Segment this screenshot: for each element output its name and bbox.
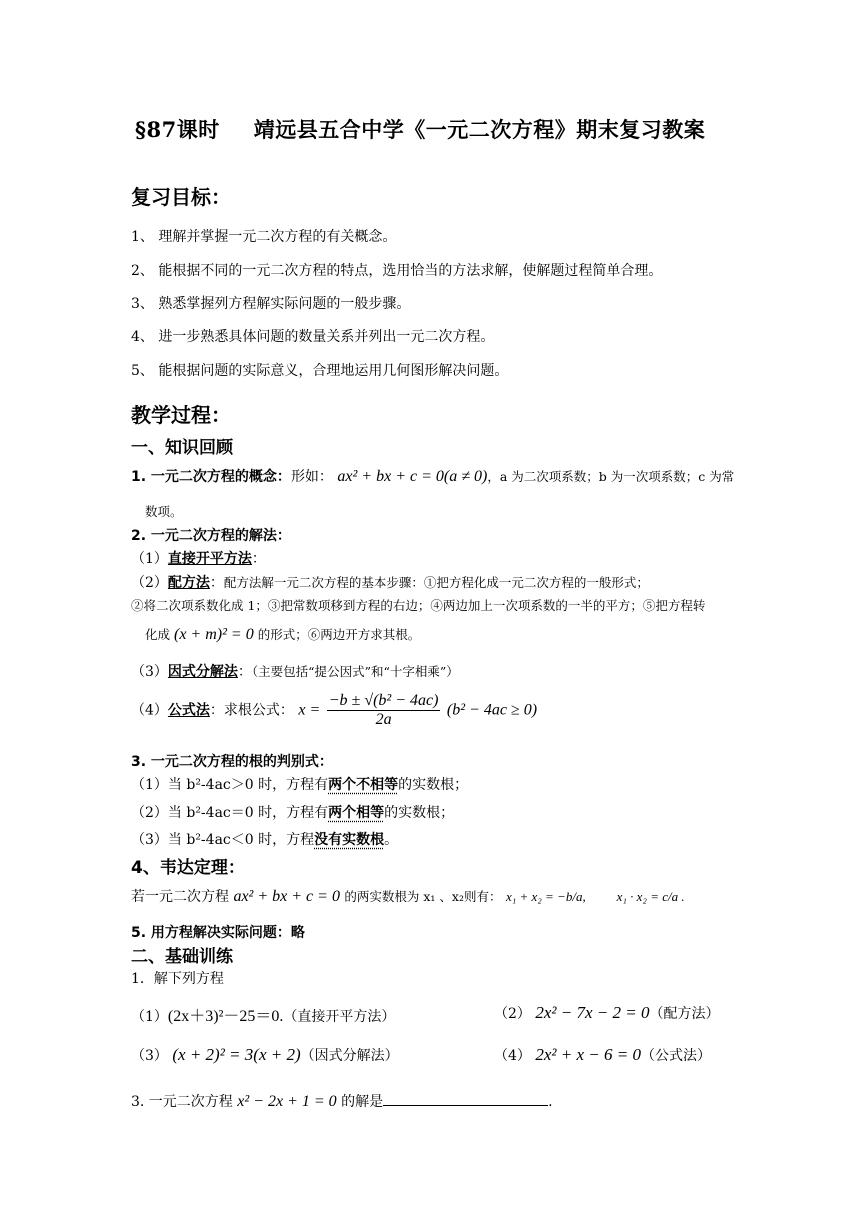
goal-item: 2、 能根据不同的一元二次方程的特点，选用恰当的方法求解，使解题过程简单合理。 [131,263,663,279]
quadratic-formula-fraction [327,692,441,729]
exercise-equation: (2x＋3)²－25＝0. [167,1008,284,1025]
q3-equation: x² − 2x + 1 = 0 [237,1093,337,1110]
text: 的两实数根为 x₁ 、x₂则有： [344,889,502,904]
formula-method-name: 公式法 [167,702,210,719]
exercise-item [131,1003,395,1026]
text: 时，方程 [253,832,315,848]
goal-item: 1、 理解并掌握一元二次方程的有关概念。 [131,229,397,245]
complete-square-line [131,572,649,592]
item-number: （2） [131,575,168,591]
item-number: （2） [494,1006,531,1022]
review-goals-heading: 复习目标： [131,185,231,209]
text: 化成 [145,627,171,642]
factor-method-line [131,661,459,681]
concept-line [131,466,734,486]
vieta-line [131,886,685,906]
item-number: （1） [131,1009,168,1025]
school-title: 靖远县五合中学《一元二次方程》期末复习教案 [253,117,706,142]
case-number: （2）当 [131,805,187,821]
text: 的实数根； [384,805,455,821]
text: 若一元二次方程 [131,889,229,905]
vieta-product: x₁ · x₂ = c/a . [616,889,685,904]
discriminant-case [131,829,398,849]
colon: ： [209,575,224,591]
case-key: 两个相等 [328,805,385,821]
applied-label: 5. 用方程解决实际问题：略 [131,925,305,941]
exercise-method: （因式分解法） [300,1048,399,1064]
case-number: （3）当 [131,832,187,848]
direct-method-line [131,548,266,568]
formula-lhs: x = [298,701,321,719]
exercise-method: （配方法） [649,1006,720,1022]
text: . [548,1094,553,1110]
answer-blank[interactable] [383,1091,548,1106]
case-key: 没有实数根 [314,832,385,848]
case-expression: b²-4ac＜0 [186,832,254,848]
complete-square-name: 配方法 [167,575,210,591]
case-number: （1）当 [131,777,187,793]
colon: ： [251,551,266,567]
exercise-equation: 2x² + x − 6 = 0 [535,1045,641,1064]
text: 的解是 [341,1094,384,1110]
page-title [135,114,705,144]
formula-condition: (b² − 4ac ≥ 0) [446,701,538,719]
goal-item: 4、 进一步熟悉具体问题的数量关系并列出一元二次方程。 [131,329,495,345]
part1-heading: 一、知识回顾 [131,438,233,458]
concept-continuation: 数项。 [145,504,183,519]
text: 的实数根； [398,777,469,793]
part2-heading: 二、基础训练 [131,947,233,967]
case-key: 两个不相等 [328,777,399,793]
text: 3. 一元二次方程 [131,1094,233,1110]
lesson-number: §87课时 [135,117,220,142]
concept-prefix: 形如： [290,469,333,485]
exercise-equation: 2x² − 7x − 2 = 0 [535,1003,650,1022]
exercise-item [131,1045,399,1065]
goal-item: 5、 能根据问题的实际意义，合理地运用几何图形解决问题。 [131,363,509,379]
q1-label: 1．解下列方程 [131,971,224,987]
process-heading: 教学过程： [131,403,231,427]
item-number: （4） [494,1048,531,1064]
exercise-equation: (x + 2)² = 3(x + 2) [172,1045,301,1064]
item-number: （1） [131,551,168,567]
item-number: （3） [131,664,168,680]
colon: ： [237,664,252,680]
goal-item: 3、 熟悉掌握列方程解实际问题的一般步骤。 [131,296,411,312]
exercise-item [494,1045,711,1065]
factor-method-name: 因式分解法 [167,664,238,680]
exercise-method: （公式法） [640,1048,711,1064]
text: 时，方程有 [253,777,329,793]
complete-square-desc: 配方法解一元二次方程的基本步骤：①把方程化成一元二次方程的一般形式； [223,575,649,590]
formula-method-line [131,692,537,729]
text: 。 [384,832,399,848]
vieta-equation: ax² + bx + c = 0 [233,888,340,905]
formula-numerator: −b ± √(b² − 4ac) [328,692,439,709]
exercise-method: （直接开平方法） [283,1009,396,1025]
complete-square-final [145,625,420,644]
discriminant-case [131,774,468,794]
case-expression: b²-4ac＝0 [186,805,254,821]
item-number: （4） [131,702,168,719]
item-number: （3） [131,1048,168,1064]
colon: ： [209,702,224,719]
factor-method-note: （主要包括“提公因式”和“十字相乘”） [251,664,459,679]
discriminant-case [131,802,454,822]
discriminant-label: 3. 一元二次方程的根的判别式： [131,754,333,770]
text: 求根公式： [223,702,294,719]
concept-label: 1. 一元二次方程的概念： [131,469,291,485]
complete-square-steps: ②将二次项系数化成 1；③把常数项移到方程的右边；④两边加上一次项系数的一半的平方；⑤把方程转 [131,598,706,613]
solutions-label: 2. 一元二次方程的解法： [131,528,291,544]
general-form-formula: ax² + bx + c = 0(a ≠ 0) [337,468,488,485]
vieta-label: 4、韦达定理： [131,858,245,878]
text: 的形式；⑥两边开方求其根。 [257,627,421,642]
q3-line [131,1091,553,1111]
case-expression: b²-4ac＞0 [186,777,254,793]
vieta-sum: x₁ + x₂ = −b/a, [505,889,586,904]
text: 时，方程有 [253,805,329,821]
completed-square-formula: (x + m)² = 0 [174,626,254,643]
concept-suffix: ，a 为二次项系数；b 为一次项系数；c 为常 [487,469,735,484]
formula-denominator: 2a [375,711,392,728]
direct-method-name: 直接开平方法 [167,551,252,567]
exercise-item [494,1003,719,1023]
